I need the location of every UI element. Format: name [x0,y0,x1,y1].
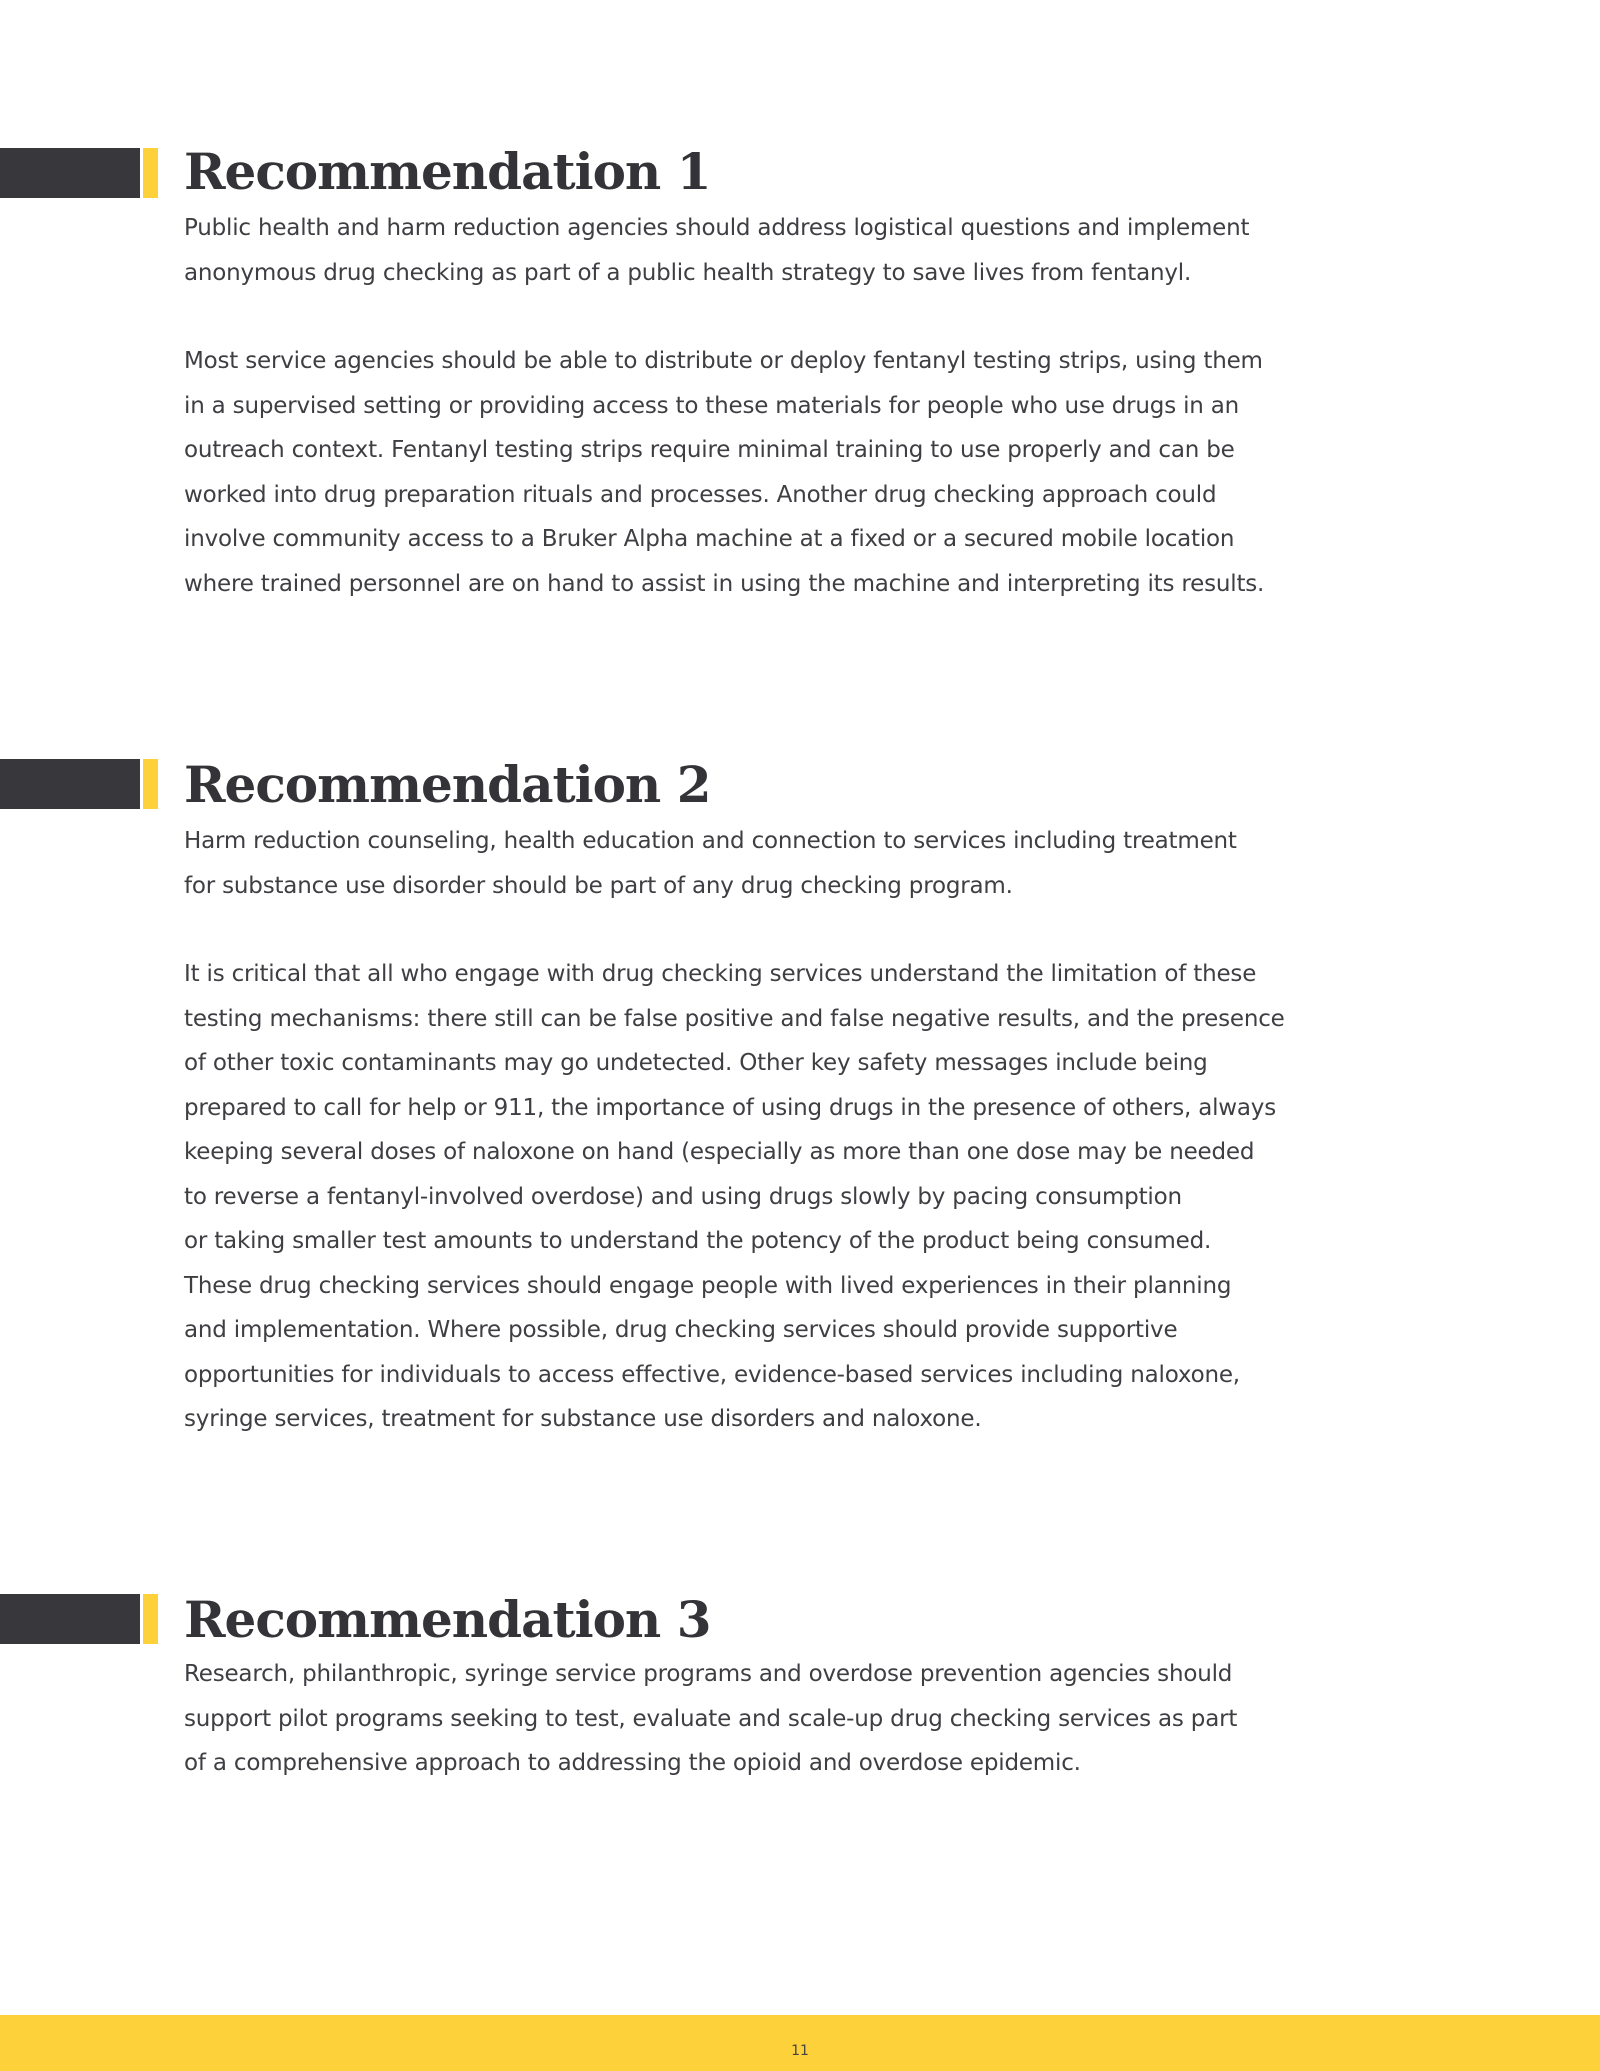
section-marker [0,759,158,809]
text-line: worked into drug preparation rituals and processes. Another drug checking approach could [184,481,1217,508]
marker-dark-bar [0,1594,140,1644]
text-line: support pilot programs seeking to test, evaluate and scale-up drug checking services as part [184,1705,1238,1732]
section-marker [0,148,158,198]
marker-accent-bar [143,148,158,198]
text-line: for substance use disorder should be part of any drug checking program. [184,872,1013,899]
recommendation-1-summary [184,206,1424,295]
page-number: 11 [791,2043,809,2059]
recommendation-3-summary [184,1652,1424,1786]
text-line: Public health and harm reduction agencies should address logistical questions and implement [184,215,1250,241]
text-line: keeping several doses of naloxone on hand (especially as more than one dose may be needed [184,1139,1255,1165]
text-line: anonymous drug checking as part of a public health strategy to save lives from fentanyl. [184,259,1192,286]
recommendation-2-summary [184,819,1424,908]
text-line: opportunities for individuals to access effective, evidence-based services including naloxone, [184,1361,1240,1388]
text-line: Most service agencies should be able to distribute or deploy fentanyl testing strips, using them [184,348,1263,374]
text-line: syringe services, treatment for substance use disorders and naloxone. [184,1406,982,1432]
text-line: outreach context. Fentanyl testing strips require minimal training to use properly and can be [184,437,1235,463]
section-marker [0,1594,158,1644]
footer-bar [0,2015,1600,2071]
recommendation-2-body [184,952,1424,1442]
text-line: in a supervised setting or providing access to these materials for people who use drugs in an [184,392,1240,419]
marker-dark-bar [0,759,140,809]
marker-accent-bar [143,1594,158,1644]
text-line: prepared to call for help or 911, the importance of using drugs in the presence of others, always [184,1094,1276,1121]
marker-accent-bar [143,759,158,809]
recommendation-1-body [184,339,1424,606]
text-line: These drug checking services should engage people with lived experiences in their planning [184,1272,1232,1299]
recommendation-1-heading: Recommendation 1 [184,142,711,201]
recommendation-2-heading: Recommendation 2 [184,755,711,814]
recommendation-3-heading: Recommendation 3 [184,1590,711,1649]
text-line: testing mechanisms: there still can be false positive and false negative results, and the presence [184,1005,1285,1032]
text-line: Research, philanthropic, syringe service programs and overdose prevention agencies should [184,1661,1233,1687]
text-line: of other toxic contaminants may go undetected. Other key safety messages include being [184,1050,1208,1076]
marker-dark-bar [0,148,140,198]
text-line: and implementation. Where possible, drug checking services should provide supportive [184,1317,1178,1343]
text-line: of a comprehensive approach to addressing the opioid and overdose epidemic. [184,1750,1081,1776]
text-line: or taking smaller test amounts to understand the potency of the product being consumed. [184,1228,1212,1254]
text-line: It is critical that all who engage with drug checking services understand the limitation of these [184,961,1257,987]
text-line: involve community access to a Bruker Alpha machine at a fixed or a secured mobile location [184,526,1235,552]
text-line: Harm reduction counseling, health education and connection to services including treatment [184,828,1237,854]
text-line: to reverse a fentanyl-involved overdose) and using drugs slowly by pacing consumption [184,1183,1182,1210]
text-line: where trained personnel are on hand to assist in using the machine and interpreting its results. [184,570,1265,597]
